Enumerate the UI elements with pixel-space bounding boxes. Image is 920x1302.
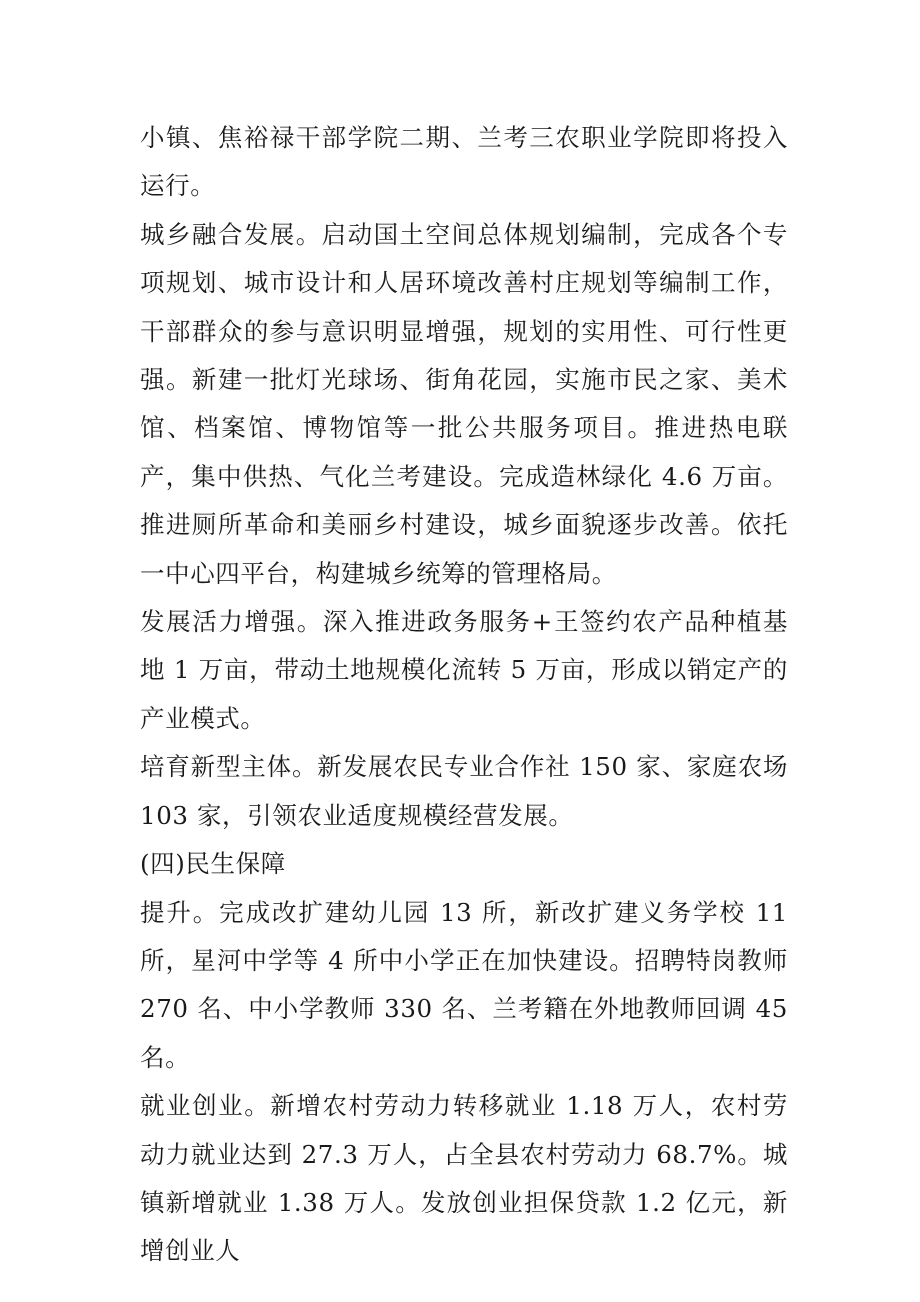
paragraph-5: 提升。完成改扩建幼儿园 13 所，新改扩建义务学校 11 所，星河中学等 4 所中小学正在加快建设。招聘特岗教师 270 名、中小学教师 330 名、兰考籍在外地教师回调 45 名。 <box>140 897 788 1072</box>
paragraph-2: 城乡融合发展。启动国土空间总体规划编制，完成各个专项规划、城市设计和人居环境改善村庄规划等编制工作，干部群众的参与意识明显增强，规划的实用性、可行性更强。新建一批灯光球场、街角花园，实施市民之家、美术馆、档案馆、博物馆等一批公共服务项目。推进热电联产，集中供热、气化兰考建设。完成造林绿化 4.6 万亩。推进厕所革命和美丽乡村建设，城乡面貌逐步改善。依托一中心四平台，构建城乡统筹的管理格局。 <box>140 219 788 588</box>
document-body <box>140 114 788 1276</box>
paragraph-1: 小镇、焦裕禄干部学院二期、兰考三农职业学院即将投入运行。 <box>140 123 788 201</box>
paragraph-6: 就业创业。新增农村劳动力转移就业 1.18 万人，农村劳动力就业达到 27.3 万人，占全县农村劳动力 68.7%。城镇新增就业 1.38 万人。发放创业担保贷款 1.2 亿元，新增创业人 <box>140 1091 788 1266</box>
section-heading: (四)民生保障 <box>140 849 286 879</box>
paragraph-4: 培育新型主体。新发展农民专业合作社 150 家、家庭农场 103 家，引领农业适度规模经营发展。 <box>140 752 788 830</box>
paragraph-3: 发展活力增强。深入推进政务服务+王签约农产品种植基地 1 万亩，带动土地规模化流转 5 万亩，形成以销定产的产业模式。 <box>140 607 788 733</box>
